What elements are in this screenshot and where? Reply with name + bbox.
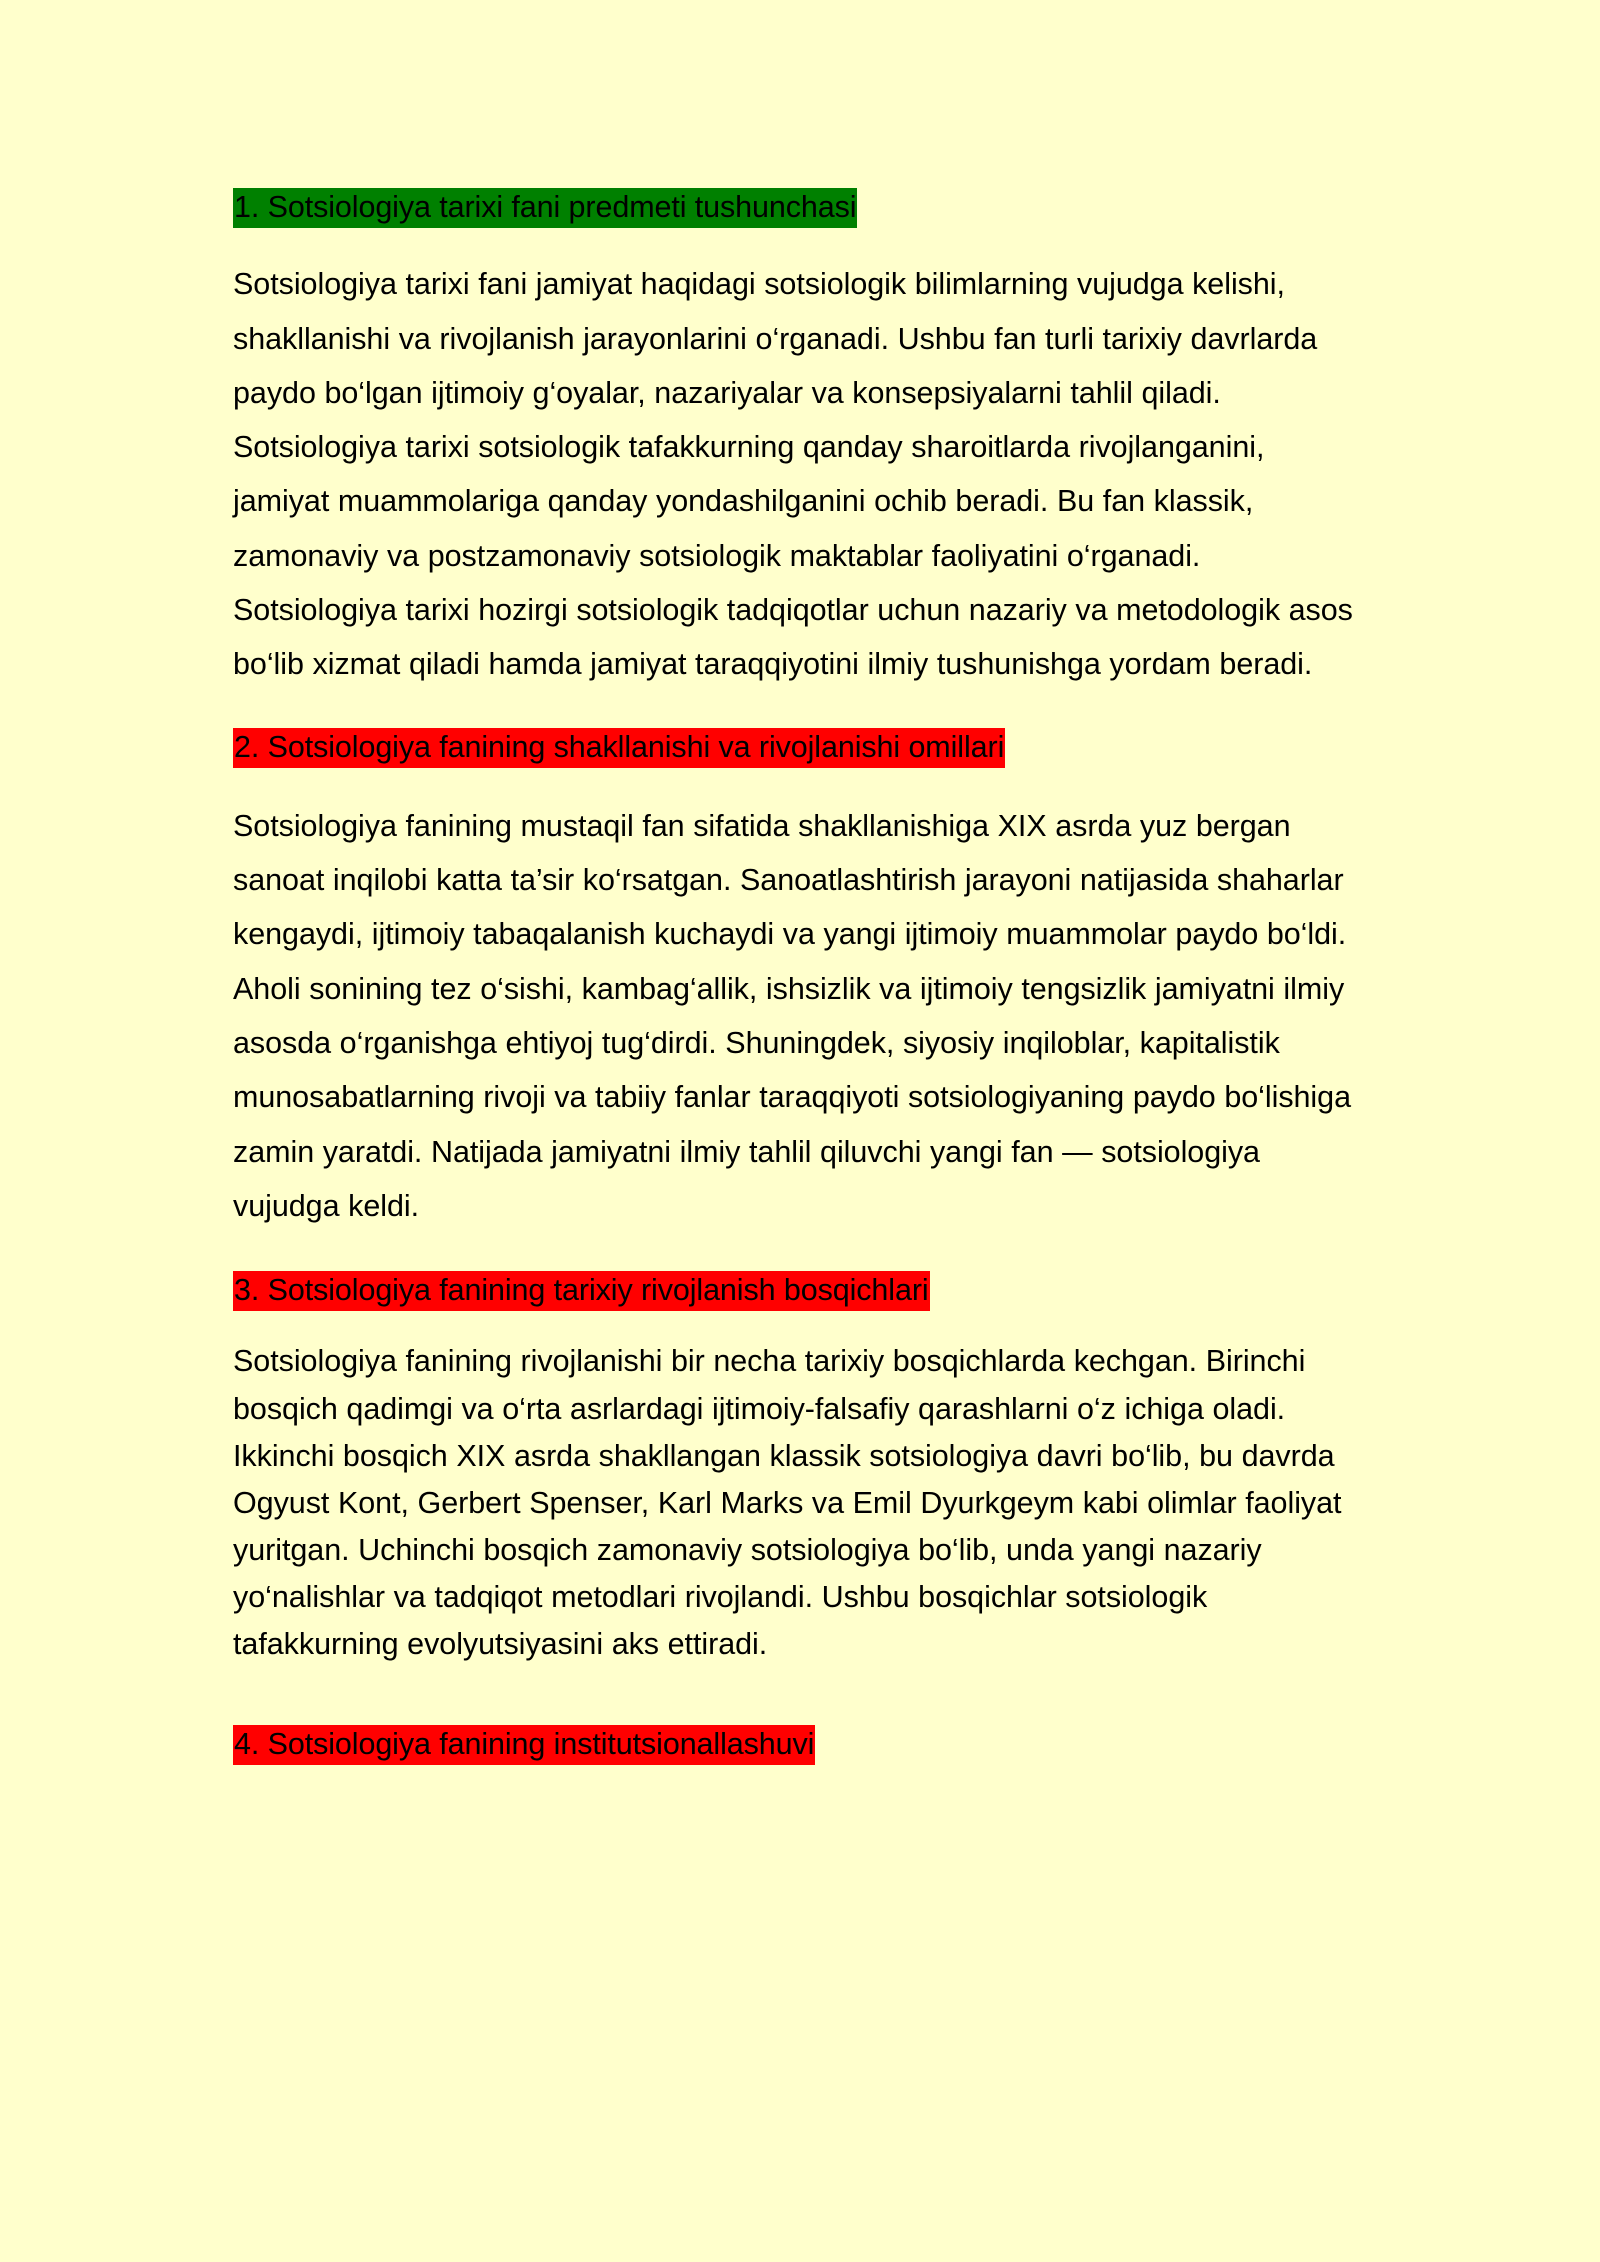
section-heading-1-text: 1. Sotsiologiya tarixi fani predmeti tushunchasi: [233, 188, 857, 228]
section-heading-2-text: 2. Sotsiologiya fanining shakllanishi va rivojlanishi omillari: [233, 728, 1005, 768]
spacer-heading1-paragraph1: [233, 229, 1361, 257]
spacer-paragraph2-heading3: [233, 1233, 1361, 1269]
document-body: [233, 186, 1361, 1766]
section-paragraph-3: Sotsiologiya fanining rivojlanishi bir necha tarixiy bosqichlarda kechgan. Birinchi bosqich qadimgi va o‘rta asrlardagi ijtimoiy-falsafiy qarashlarni o‘z ichiga oladi. Ikkinchi bosqich XIX asrda shakllangan klassik sotsiologiya davri bo‘lib, bu davrda Ogyust Kont, Gerbert Spenser, Karl Marks va Emil Dyurkgeym kabi olimlar faoliyat yuritgan. Uchinchi bosqich zamonaviy sotsiologiya bo‘lib, unda yangi nazariy yo‘nalishlar va tadqiqot metodlari rivojlandi. Ushbu bosqichlar sotsiologik tafakkurning evolyutsiyasini aks ettiradi.: [233, 1344, 1342, 1662]
spacer-paragraph1-heading2: [233, 692, 1361, 726]
section-heading-4-text: 4. Sotsiologiya fanining institutsionallashuvi: [233, 1725, 815, 1765]
section-heading-1: [233, 186, 1361, 229]
spacer-heading3-paragraph3: [233, 1312, 1361, 1338]
section-heading-3-text: 3. Sotsiologiya fanining tarixiy rivojlanish bosqichlari: [233, 1271, 930, 1311]
section-heading-2: [233, 726, 1361, 769]
section-paragraph-2: Sotsiologiya fanining mustaqil fan sifatida shakllanishiga XIX asrda yuz bergan sanoat inqilobi katta ta’sir ko‘rsatgan. Sanoatlashtirish jarayoni natijasida shaharlar kengaydi, ijtimoiy tabaqalanish kuchaydi va yangi ijtimoiy muammolar paydo bo‘ldi. Aholi sonining tez o‘sishi, kambag‘allik, ishsizlik va ijtimoiy tengsizlik jamiyatni ilmiy asosda o‘rganishga ehtiyoj tug‘dirdi. Shuningdek, siyosiy inqiloblar, kapitalistik munosabatlarning rivoji va tabiiy fanlar taraqqiyoti sotsiologiyaning paydo bo‘lishiga zamin yaratdi. Natijada jamiyatni ilmiy tahlil qiluvchi yangi fan — sotsiologiya vujudga keldi.: [233, 808, 1351, 1223]
section-heading-3: [233, 1269, 1361, 1312]
spacer-paragraph3-heading4: [233, 1668, 1361, 1723]
section-heading-4: [233, 1723, 1361, 1766]
section-paragraph-1: Sotsiologiya tarixi fani jamiyat haqidagi sotsiologik bilimlarning vujudga kelishi, shakllanishi va rivojlanish jarayonlarini o‘rganadi. Ushbu fan turli tarixiy davrlarda paydo bo‘lgan ijtimoiy g‘oyalar, nazariyalar va konsepsiyalarni tahlil qiladi. Sotsiologiya tarixi sotsiologik tafakkurning qanday sharoitlarda rivojlanganini, jamiyat muammolariga qanday yondashilganini ochib beradi. Bu fan klassik, zamonaviy va postzamonaviy sotsiologik maktablar faoliyatini o‘rganadi. Sotsiologiya tarixi hozirgi sotsiologik tadqiqotlar uchun nazariy va metodologik asos bo‘lib xizmat qiladi hamda jamiyat taraqqiyotini ilmiy tushunishga yordam beradi.: [233, 267, 1353, 682]
spacer-heading2-paragraph2: [233, 769, 1361, 799]
